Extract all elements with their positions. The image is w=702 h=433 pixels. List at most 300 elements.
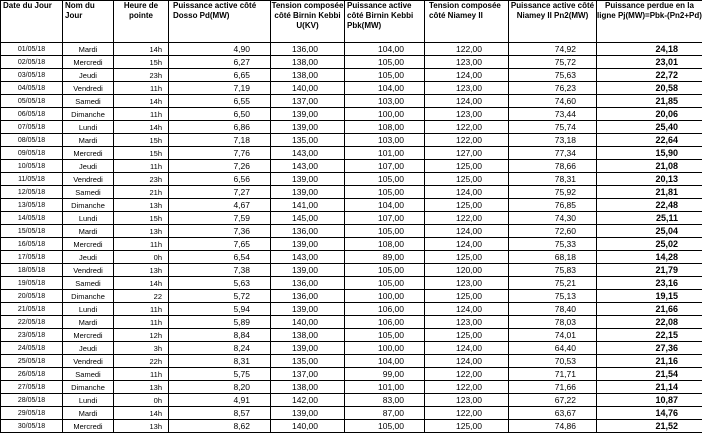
peak-hour-cell: 11h <box>114 303 169 316</box>
power-niamey-cell: 72,60 <box>509 225 597 238</box>
peak-hour-cell: 22 <box>114 290 169 303</box>
voltage-birnin-kebbi-cell: 139,00 <box>271 238 345 251</box>
voltage-birnin-kebbi-cell: 138,00 <box>271 56 345 69</box>
power-dosso-cell: 7,38 <box>169 264 271 277</box>
power-birnin-kebbi-cell: 100,00 <box>345 342 425 355</box>
peak-hour-cell: 11h <box>114 160 169 173</box>
peak-hour-cell: 23h <box>114 69 169 82</box>
power-dosso-cell: 7,36 <box>169 225 271 238</box>
day-name-cell: Jeudi <box>63 251 114 264</box>
table-row <box>1 355 702 368</box>
power-niamey-cell: 74,86 <box>509 420 597 433</box>
voltage-niamey-cell: 123,00 <box>425 277 509 290</box>
power-dosso-cell: 6,65 <box>169 69 271 82</box>
date-cell: 22/05/18 <box>1 316 63 329</box>
table-row <box>1 56 702 69</box>
power-loss-cell: 21,08 <box>597 160 702 173</box>
day-name-cell: Vendredi <box>63 173 114 186</box>
power-dosso-cell: 7,65 <box>169 238 271 251</box>
power-niamey-cell: 78,31 <box>509 173 597 186</box>
power-loss-cell: 19,15 <box>597 290 702 303</box>
power-loss-cell: 23,01 <box>597 56 702 69</box>
voltage-birnin-kebbi-cell: 143,00 <box>271 160 345 173</box>
voltage-niamey-cell: 125,00 <box>425 173 509 186</box>
power-loss-cell: 14,28 <box>597 251 702 264</box>
table-row <box>1 186 702 199</box>
voltage-niamey-cell: 124,00 <box>425 225 509 238</box>
power-loss-cell: 21,16 <box>597 355 702 368</box>
voltage-niamey-cell: 122,00 <box>425 121 509 134</box>
peak-hour-cell: 14h <box>114 43 169 56</box>
power-birnin-kebbi-cell: 100,00 <box>345 290 425 303</box>
date-cell: 16/05/18 <box>1 238 63 251</box>
power-dosso-cell: 7,19 <box>169 82 271 95</box>
voltage-birnin-kebbi-cell: 140,00 <box>271 316 345 329</box>
peak-hour-cell: 21h <box>114 186 169 199</box>
peak-hour-cell: 22h <box>114 355 169 368</box>
date-cell: 25/05/18 <box>1 355 63 368</box>
day-name-cell: Jeudi <box>63 160 114 173</box>
power-birnin-kebbi-cell: 100,00 <box>345 108 425 121</box>
power-niamey-cell: 78,03 <box>509 316 597 329</box>
table-row <box>1 82 702 95</box>
power-niamey-cell: 74,30 <box>509 212 597 225</box>
day-name-cell: Lundi <box>63 303 114 316</box>
voltage-birnin-kebbi-cell: 139,00 <box>271 303 345 316</box>
power-dosso-cell: 5,89 <box>169 316 271 329</box>
day-name-cell: Mercredi <box>63 420 114 433</box>
voltage-niamey-cell: 127,00 <box>425 147 509 160</box>
peak-hour-cell: 0h <box>114 394 169 407</box>
power-niamey-cell: 75,74 <box>509 121 597 134</box>
date-cell: 14/05/18 <box>1 212 63 225</box>
power-dosso-cell: 8,20 <box>169 381 271 394</box>
peak-hour-cell: 11h <box>114 368 169 381</box>
power-niamey-cell: 75,63 <box>509 69 597 82</box>
date-cell: 07/05/18 <box>1 121 63 134</box>
voltage-niamey-cell: 123,00 <box>425 394 509 407</box>
table-row <box>1 316 702 329</box>
header-peak-hour: Heure de pointe <box>114 1 169 43</box>
power-birnin-kebbi-cell: 89,00 <box>345 251 425 264</box>
peak-hour-cell: 13h <box>114 381 169 394</box>
date-cell: 29/05/18 <box>1 407 63 420</box>
voltage-niamey-cell: 124,00 <box>425 303 509 316</box>
power-loss-cell: 24,18 <box>597 43 702 56</box>
power-loss-cell: 15,90 <box>597 147 702 160</box>
power-dosso-cell: 7,26 <box>169 160 271 173</box>
power-birnin-kebbi-cell: 105,00 <box>345 69 425 82</box>
power-birnin-kebbi-cell: 106,00 <box>345 303 425 316</box>
day-name-cell: Mardi <box>63 43 114 56</box>
day-name-cell: Samedi <box>63 186 114 199</box>
voltage-birnin-kebbi-cell: 137,00 <box>271 368 345 381</box>
header-power-dosso: Puissance active côté Dosso Pd(MW) <box>169 1 271 43</box>
table-row <box>1 43 702 56</box>
power-niamey-cell: 75,83 <box>509 264 597 277</box>
power-birnin-kebbi-cell: 105,00 <box>345 329 425 342</box>
voltage-niamey-cell: 124,00 <box>425 355 509 368</box>
peak-hour-cell: 15h <box>114 134 169 147</box>
voltage-niamey-cell: 122,00 <box>425 381 509 394</box>
power-birnin-kebbi-cell: 99,00 <box>345 368 425 381</box>
power-loss-cell: 22,15 <box>597 329 702 342</box>
power-loss-cell: 21,66 <box>597 303 702 316</box>
table-row <box>1 329 702 342</box>
power-birnin-kebbi-cell: 107,00 <box>345 212 425 225</box>
date-cell: 03/05/18 <box>1 69 63 82</box>
power-birnin-kebbi-cell: 101,00 <box>345 381 425 394</box>
header-voltage-birnin-kebbi: Tension composée côté Birnin Kebbi U(KV) <box>271 1 345 43</box>
header-day-name: Nom du Jour <box>63 1 114 43</box>
power-dosso-cell: 6,27 <box>169 56 271 69</box>
peak-hour-cell: 0h <box>114 251 169 264</box>
power-niamey-cell: 74,01 <box>509 329 597 342</box>
voltage-niamey-cell: 125,00 <box>425 199 509 212</box>
power-loss-cell: 21,54 <box>597 368 702 381</box>
voltage-niamey-cell: 122,00 <box>425 134 509 147</box>
power-niamey-cell: 75,92 <box>509 186 597 199</box>
table-row <box>1 251 702 264</box>
power-birnin-kebbi-cell: 107,00 <box>345 160 425 173</box>
day-name-cell: Dimanche <box>63 290 114 303</box>
table-row <box>1 147 702 160</box>
date-cell: 30/05/18 <box>1 420 63 433</box>
table-row <box>1 134 702 147</box>
peak-hour-cell: 15h <box>114 212 169 225</box>
voltage-niamey-cell: 122,00 <box>425 212 509 225</box>
power-birnin-kebbi-cell: 101,00 <box>345 147 425 160</box>
day-name-cell: Mardi <box>63 316 114 329</box>
table-row <box>1 108 702 121</box>
day-name-cell: Vendredi <box>63 355 114 368</box>
voltage-birnin-kebbi-cell: 136,00 <box>271 43 345 56</box>
power-niamey-cell: 76,85 <box>509 199 597 212</box>
power-dosso-cell: 7,27 <box>169 186 271 199</box>
voltage-niamey-cell: 123,00 <box>425 316 509 329</box>
power-dosso-cell: 8,24 <box>169 342 271 355</box>
power-dosso-cell: 6,55 <box>169 95 271 108</box>
voltage-birnin-kebbi-cell: 142,00 <box>271 394 345 407</box>
power-birnin-kebbi-cell: 104,00 <box>345 355 425 368</box>
voltage-birnin-kebbi-cell: 139,00 <box>271 108 345 121</box>
power-dosso-cell: 4,67 <box>169 199 271 212</box>
voltage-niamey-cell: 125,00 <box>425 420 509 433</box>
power-birnin-kebbi-cell: 103,00 <box>345 95 425 108</box>
voltage-niamey-cell: 124,00 <box>425 69 509 82</box>
power-niamey-cell: 75,72 <box>509 56 597 69</box>
table-row <box>1 238 702 251</box>
power-dosso-cell: 5,72 <box>169 290 271 303</box>
power-dosso-cell: 6,86 <box>169 121 271 134</box>
power-loss-cell: 22,48 <box>597 199 702 212</box>
power-loss-cell: 22,72 <box>597 69 702 82</box>
date-cell: 28/05/18 <box>1 394 63 407</box>
day-name-cell: Samedi <box>63 368 114 381</box>
voltage-niamey-cell: 125,00 <box>425 160 509 173</box>
power-loss-cell: 20,58 <box>597 82 702 95</box>
date-cell: 23/05/18 <box>1 329 63 342</box>
table-row <box>1 173 702 186</box>
voltage-niamey-cell: 123,00 <box>425 82 509 95</box>
date-cell: 10/05/18 <box>1 160 63 173</box>
day-name-cell: Jeudi <box>63 342 114 355</box>
power-dosso-cell: 8,84 <box>169 329 271 342</box>
power-loss-cell: 21,79 <box>597 264 702 277</box>
power-niamey-cell: 68,18 <box>509 251 597 264</box>
table-row <box>1 212 702 225</box>
power-niamey-cell: 75,33 <box>509 238 597 251</box>
power-dosso-cell: 8,62 <box>169 420 271 433</box>
peak-hour-cell: 3h <box>114 342 169 355</box>
power-niamey-cell: 74,92 <box>509 43 597 56</box>
voltage-birnin-kebbi-cell: 143,00 <box>271 251 345 264</box>
power-birnin-kebbi-cell: 105,00 <box>345 277 425 290</box>
voltage-birnin-kebbi-cell: 139,00 <box>271 264 345 277</box>
table-body <box>1 43 702 433</box>
power-loss-cell: 25,04 <box>597 225 702 238</box>
day-name-cell: Samedi <box>63 277 114 290</box>
table-row <box>1 381 702 394</box>
peak-hour-cell: 23h <box>114 173 169 186</box>
power-dosso-cell: 7,18 <box>169 134 271 147</box>
power-niamey-cell: 70,53 <box>509 355 597 368</box>
table-row <box>1 342 702 355</box>
power-dosso-cell: 6,50 <box>169 108 271 121</box>
day-name-cell: Dimanche <box>63 381 114 394</box>
peak-hour-cell: 14h <box>114 95 169 108</box>
voltage-birnin-kebbi-cell: 135,00 <box>271 355 345 368</box>
day-name-cell: Vendredi <box>63 82 114 95</box>
power-loss-cell: 25,11 <box>597 212 702 225</box>
date-cell: 26/05/18 <box>1 368 63 381</box>
voltage-birnin-kebbi-cell: 139,00 <box>271 407 345 420</box>
voltage-birnin-kebbi-cell: 139,00 <box>271 186 345 199</box>
power-loss-cell: 27,36 <box>597 342 702 355</box>
power-birnin-kebbi-cell: 105,00 <box>345 225 425 238</box>
header-power-niamey: Puissance active côté Niamey II Pn2(MW) <box>509 1 597 43</box>
power-birnin-kebbi-cell: 87,00 <box>345 407 425 420</box>
table-row <box>1 95 702 108</box>
header-power-loss: Puissance perdue en la ligne Pj(MW)=Pbk-(Pn2+Pd) <box>597 1 702 43</box>
day-name-cell: Mardi <box>63 407 114 420</box>
day-name-cell: Mercredi <box>63 238 114 251</box>
power-niamey-cell: 77,34 <box>509 147 597 160</box>
power-loss-cell: 14,76 <box>597 407 702 420</box>
date-cell: 15/05/18 <box>1 225 63 238</box>
day-name-cell: Mercredi <box>63 329 114 342</box>
voltage-birnin-kebbi-cell: 138,00 <box>271 69 345 82</box>
voltage-birnin-kebbi-cell: 137,00 <box>271 95 345 108</box>
power-loss-cell: 10,87 <box>597 394 702 407</box>
power-birnin-kebbi-cell: 104,00 <box>345 43 425 56</box>
voltage-birnin-kebbi-cell: 138,00 <box>271 381 345 394</box>
voltage-niamey-cell: 120,00 <box>425 264 509 277</box>
table-row <box>1 303 702 316</box>
voltage-niamey-cell: 123,00 <box>425 56 509 69</box>
power-niamey-cell: 67,22 <box>509 394 597 407</box>
date-cell: 27/05/18 <box>1 381 63 394</box>
date-cell: 05/05/18 <box>1 95 63 108</box>
voltage-birnin-kebbi-cell: 141,00 <box>271 199 345 212</box>
power-birnin-kebbi-cell: 103,00 <box>345 134 425 147</box>
voltage-niamey-cell: 124,00 <box>425 342 509 355</box>
peak-hour-cell: 13h <box>114 264 169 277</box>
day-name-cell: Dimanche <box>63 108 114 121</box>
date-cell: 17/05/18 <box>1 251 63 264</box>
power-birnin-kebbi-cell: 105,00 <box>345 173 425 186</box>
power-loss-cell: 21,85 <box>597 95 702 108</box>
voltage-birnin-kebbi-cell: 139,00 <box>271 342 345 355</box>
table-row <box>1 69 702 82</box>
voltage-niamey-cell: 122,00 <box>425 407 509 420</box>
table-row <box>1 394 702 407</box>
peak-hour-cell: 13h <box>114 199 169 212</box>
header-date: Date du Jour <box>1 1 63 43</box>
table-row <box>1 160 702 173</box>
peak-hour-cell: 13h <box>114 420 169 433</box>
table-row <box>1 121 702 134</box>
voltage-birnin-kebbi-cell: 140,00 <box>271 420 345 433</box>
day-name-cell: Mercredi <box>63 56 114 69</box>
table-row <box>1 264 702 277</box>
peak-hour-cell: 15h <box>114 147 169 160</box>
header-power-birnin-kebbi: Puissance active côté Birnin Kebbi Pbk(MW) <box>345 1 425 43</box>
day-name-cell: Mercredi <box>63 147 114 160</box>
power-dosso-cell: 6,54 <box>169 251 271 264</box>
voltage-birnin-kebbi-cell: 145,00 <box>271 212 345 225</box>
date-cell: 20/05/18 <box>1 290 63 303</box>
day-name-cell: Mardi <box>63 225 114 238</box>
power-dosso-cell: 4,91 <box>169 394 271 407</box>
header-row <box>1 1 702 43</box>
date-cell: 13/05/18 <box>1 199 63 212</box>
voltage-niamey-cell: 124,00 <box>425 186 509 199</box>
voltage-niamey-cell: 125,00 <box>425 251 509 264</box>
date-cell: 18/05/18 <box>1 264 63 277</box>
power-birnin-kebbi-cell: 108,00 <box>345 238 425 251</box>
day-name-cell: Lundi <box>63 394 114 407</box>
power-dosso-cell: 8,57 <box>169 407 271 420</box>
power-birnin-kebbi-cell: 105,00 <box>345 186 425 199</box>
date-cell: 04/05/18 <box>1 82 63 95</box>
peak-hour-cell: 14h <box>114 407 169 420</box>
day-name-cell: Mardi <box>63 134 114 147</box>
power-birnin-kebbi-cell: 105,00 <box>345 264 425 277</box>
table-row <box>1 277 702 290</box>
power-dosso-cell: 5,75 <box>169 368 271 381</box>
voltage-niamey-cell: 125,00 <box>425 290 509 303</box>
voltage-birnin-kebbi-cell: 135,00 <box>271 134 345 147</box>
power-birnin-kebbi-cell: 104,00 <box>345 82 425 95</box>
power-niamey-cell: 71,66 <box>509 381 597 394</box>
power-birnin-kebbi-cell: 104,00 <box>345 199 425 212</box>
voltage-niamey-cell: 123,00 <box>425 108 509 121</box>
voltage-birnin-kebbi-cell: 139,00 <box>271 173 345 186</box>
voltage-niamey-cell: 122,00 <box>425 368 509 381</box>
day-name-cell: Lundi <box>63 212 114 225</box>
table-row <box>1 225 702 238</box>
power-loss-cell: 21,81 <box>597 186 702 199</box>
day-name-cell: Vendredi <box>63 264 114 277</box>
voltage-birnin-kebbi-cell: 140,00 <box>271 82 345 95</box>
power-birnin-kebbi-cell: 105,00 <box>345 420 425 433</box>
power-loss-cell: 21,14 <box>597 381 702 394</box>
day-name-cell: Lundi <box>63 121 114 134</box>
date-cell: 11/05/18 <box>1 173 63 186</box>
power-loss-cell: 20,13 <box>597 173 702 186</box>
peak-hour-cell: 11h <box>114 108 169 121</box>
table-row <box>1 407 702 420</box>
voltage-birnin-kebbi-cell: 139,00 <box>271 121 345 134</box>
power-dosso-cell: 7,59 <box>169 212 271 225</box>
date-cell: 06/05/18 <box>1 108 63 121</box>
table-row <box>1 368 702 381</box>
table-row <box>1 290 702 303</box>
peak-hour-cell: 14h <box>114 277 169 290</box>
power-niamey-cell: 76,23 <box>509 82 597 95</box>
power-dosso-cell: 5,94 <box>169 303 271 316</box>
power-niamey-cell: 73,44 <box>509 108 597 121</box>
peak-hour-cell: 11h <box>114 82 169 95</box>
day-name-cell: Dimanche <box>63 199 114 212</box>
power-birnin-kebbi-cell: 108,00 <box>345 121 425 134</box>
peak-hour-cell: 11h <box>114 316 169 329</box>
power-birnin-kebbi-cell: 105,00 <box>345 56 425 69</box>
power-niamey-cell: 78,40 <box>509 303 597 316</box>
power-loss-cell: 22,64 <box>597 134 702 147</box>
power-niamey-cell: 75,13 <box>509 290 597 303</box>
voltage-birnin-kebbi-cell: 138,00 <box>271 329 345 342</box>
date-cell: 09/05/18 <box>1 147 63 160</box>
peak-hour-cell: 14h <box>114 121 169 134</box>
power-niamey-cell: 75,21 <box>509 277 597 290</box>
voltage-niamey-cell: 124,00 <box>425 95 509 108</box>
power-birnin-kebbi-cell: 106,00 <box>345 316 425 329</box>
day-name-cell: Jeudi <box>63 69 114 82</box>
date-cell: 24/05/18 <box>1 342 63 355</box>
power-loss-cell: 20,06 <box>597 108 702 121</box>
power-niamey-cell: 73,18 <box>509 134 597 147</box>
peak-hour-cell: 15h <box>114 56 169 69</box>
voltage-birnin-kebbi-cell: 136,00 <box>271 225 345 238</box>
power-loss-cell: 21,52 <box>597 420 702 433</box>
voltage-niamey-cell: 125,00 <box>425 329 509 342</box>
power-niamey-cell: 74,60 <box>509 95 597 108</box>
date-cell: 21/05/18 <box>1 303 63 316</box>
power-loss-cell: 25,40 <box>597 121 702 134</box>
date-cell: 02/05/18 <box>1 56 63 69</box>
peak-hour-cell: 11h <box>114 238 169 251</box>
table-row <box>1 420 702 433</box>
power-loss-cell: 23,16 <box>597 277 702 290</box>
day-name-cell: Samedi <box>63 95 114 108</box>
date-cell: 08/05/18 <box>1 134 63 147</box>
power-birnin-kebbi-cell: 83,00 <box>345 394 425 407</box>
peak-hour-cell: 12h <box>114 329 169 342</box>
date-cell: 19/05/18 <box>1 277 63 290</box>
power-niamey-cell: 63,67 <box>509 407 597 420</box>
date-cell: 01/05/18 <box>1 43 63 56</box>
voltage-niamey-cell: 122,00 <box>425 43 509 56</box>
voltage-birnin-kebbi-cell: 136,00 <box>271 290 345 303</box>
voltage-birnin-kebbi-cell: 143,00 <box>271 147 345 160</box>
power-niamey-cell: 78,66 <box>509 160 597 173</box>
power-niamey-cell: 71,71 <box>509 368 597 381</box>
header-voltage-niamey: Tension composée côté Niamey II <box>425 1 509 43</box>
date-cell: 12/05/18 <box>1 186 63 199</box>
power-dosso-cell: 4,90 <box>169 43 271 56</box>
